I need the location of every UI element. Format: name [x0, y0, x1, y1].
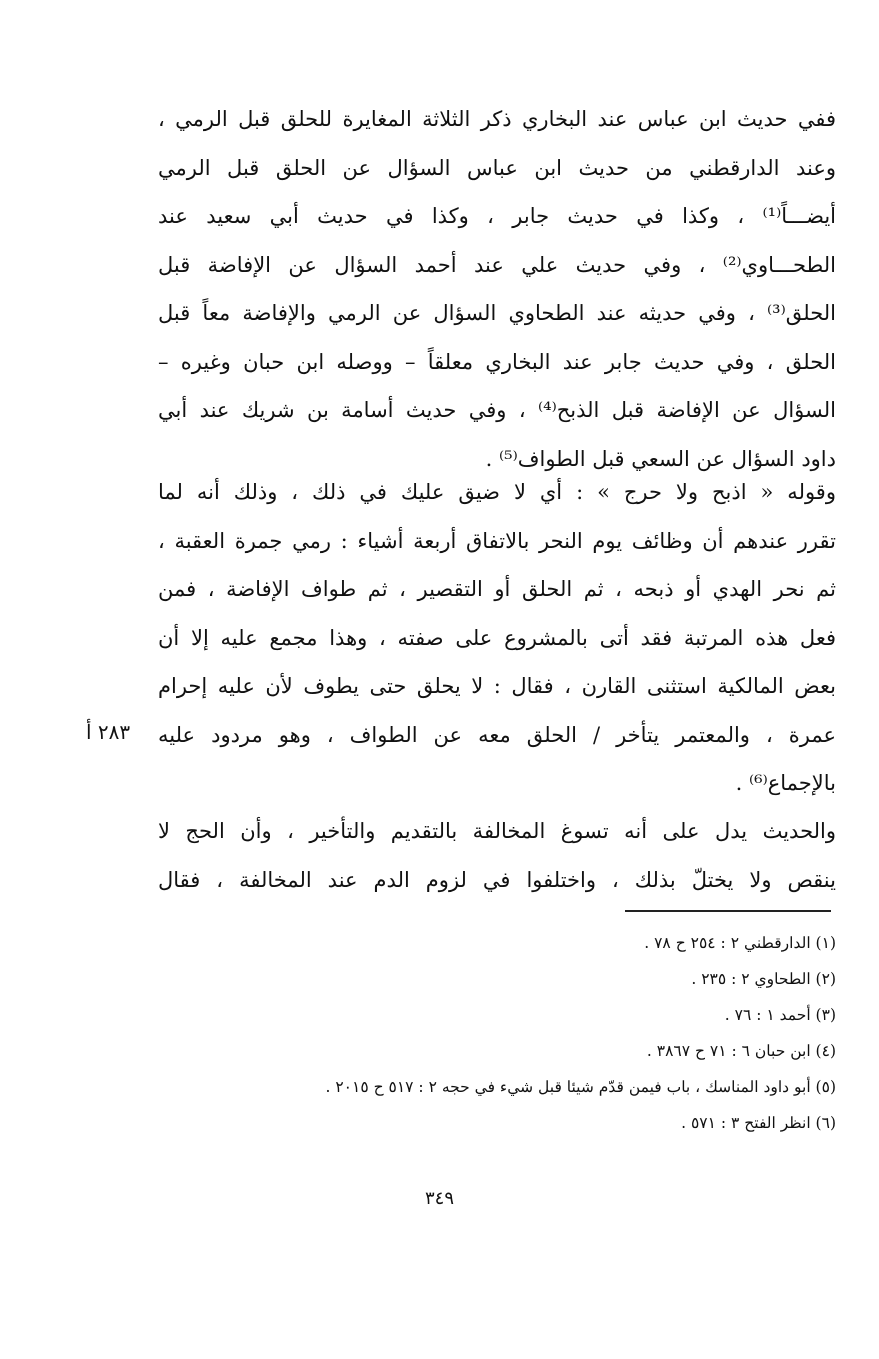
footnote: (٣) أحمد ١ : ٧٦ . [724, 1006, 836, 1024]
paragraph-2 [158, 468, 836, 808]
page-number: ٣٤٩ [424, 1188, 454, 1209]
text-line: ينقص ولا يختلّ بذلك ، واختلفوا في لزوم الدم عند المخالفة ، فقال [158, 867, 836, 892]
footnote: (٥) أبو داود المناسك ، باب فيمن قدّم شيئا قبل شيء في حجه ٢ : ٥١٧ ح ٢٠١٥ . [325, 1078, 836, 1096]
margin-folio-note: ٢٨٣ أ [86, 720, 131, 744]
footnote: (١) الدارقطني ٢ : ٢٥٤ ح ٧٨ . [644, 934, 836, 952]
paragraph-1 [158, 95, 836, 483]
text-line: ففي حديث ابن عباس عند البخاري ذكر الثلاثة المغايرة للحلق قبل الرمي ، [158, 107, 836, 131]
text-line: بعض المالكية استثنى القارن ، فقال : لا يحلق حتى يطوف لأن عليه إحرام [158, 674, 836, 698]
text-line: وقوله « اذبح ولا حرج » : أي لا ضيق عليك في ذلك ، وذلك أنه لما [158, 480, 836, 504]
text-line: والحديث يدل على أنه تسوغ المخالفة بالتقديم والتأخير ، وأن الحج لا [158, 819, 836, 843]
text-line: تقرر عندهم أن وظائف يوم النحر بالاتفاق أربعة أشياء : رمي جمرة العقبة ، [158, 528, 836, 553]
text-line: الطحـــاوي⁽²⁾ ، وفي حديث علي عند أحمد السؤال عن الإفاضة قبل [158, 252, 836, 277]
footnote-separator [625, 910, 831, 912]
text-line: الحلق ، وفي حديث جابر عند البخاري معلقاً – ووصله ابن حبان وغيره – [158, 349, 836, 374]
footnotes [200, 925, 836, 1141]
footnote: (٤) ابن حبان ٦ : ٧١ ح ٣٨٦٧ . [646, 1042, 836, 1060]
text-line: بالإجماع⁽⁶⁾ . [735, 771, 836, 795]
text-line: وعند الدارقطني من حديث ابن عباس السؤال عن الحلق قبل الرمي [158, 155, 836, 180]
text-line: السؤال عن الإفاضة قبل الذبح⁽⁴⁾ ، وفي حديث أسامة بن شريك عند أبي [158, 398, 836, 422]
text-line: الحلق⁽³⁾ ، وفي حديثه عند الطحاوي السؤال عن الرمي والإفاضة معاً قبل [158, 301, 836, 325]
footnote: (٦) انظر الفتح ٣ : ٥٧١ . [681, 1114, 836, 1132]
text-line: عمرة ، والمعتمر يتأخر / الحلق معه عن الطواف ، وهو مردود عليه [158, 722, 836, 747]
text-line: ثم نحر الهدي أو ذبحه ، ثم الحلق أو التقصير ، ثم طواف الإفاضة ، فمن [158, 577, 836, 601]
text-line: داود السؤال عن السعي قبل الطواف⁽⁵⁾ . [485, 446, 836, 471]
text-line: أيضـــاً⁽¹⁾ ، وكذا في حديث جابر ، وكذا في حديث أبي سعيد عند [158, 204, 836, 228]
paragraph-3 [158, 807, 836, 904]
text-line: فعل هذه المرتبة فقد أتى بالمشروع على صفته ، وهذا مجمع عليه إلا أن [158, 625, 836, 650]
footnote: (٢) الطحاوي ٢ : ٢٣٥ . [691, 970, 836, 988]
